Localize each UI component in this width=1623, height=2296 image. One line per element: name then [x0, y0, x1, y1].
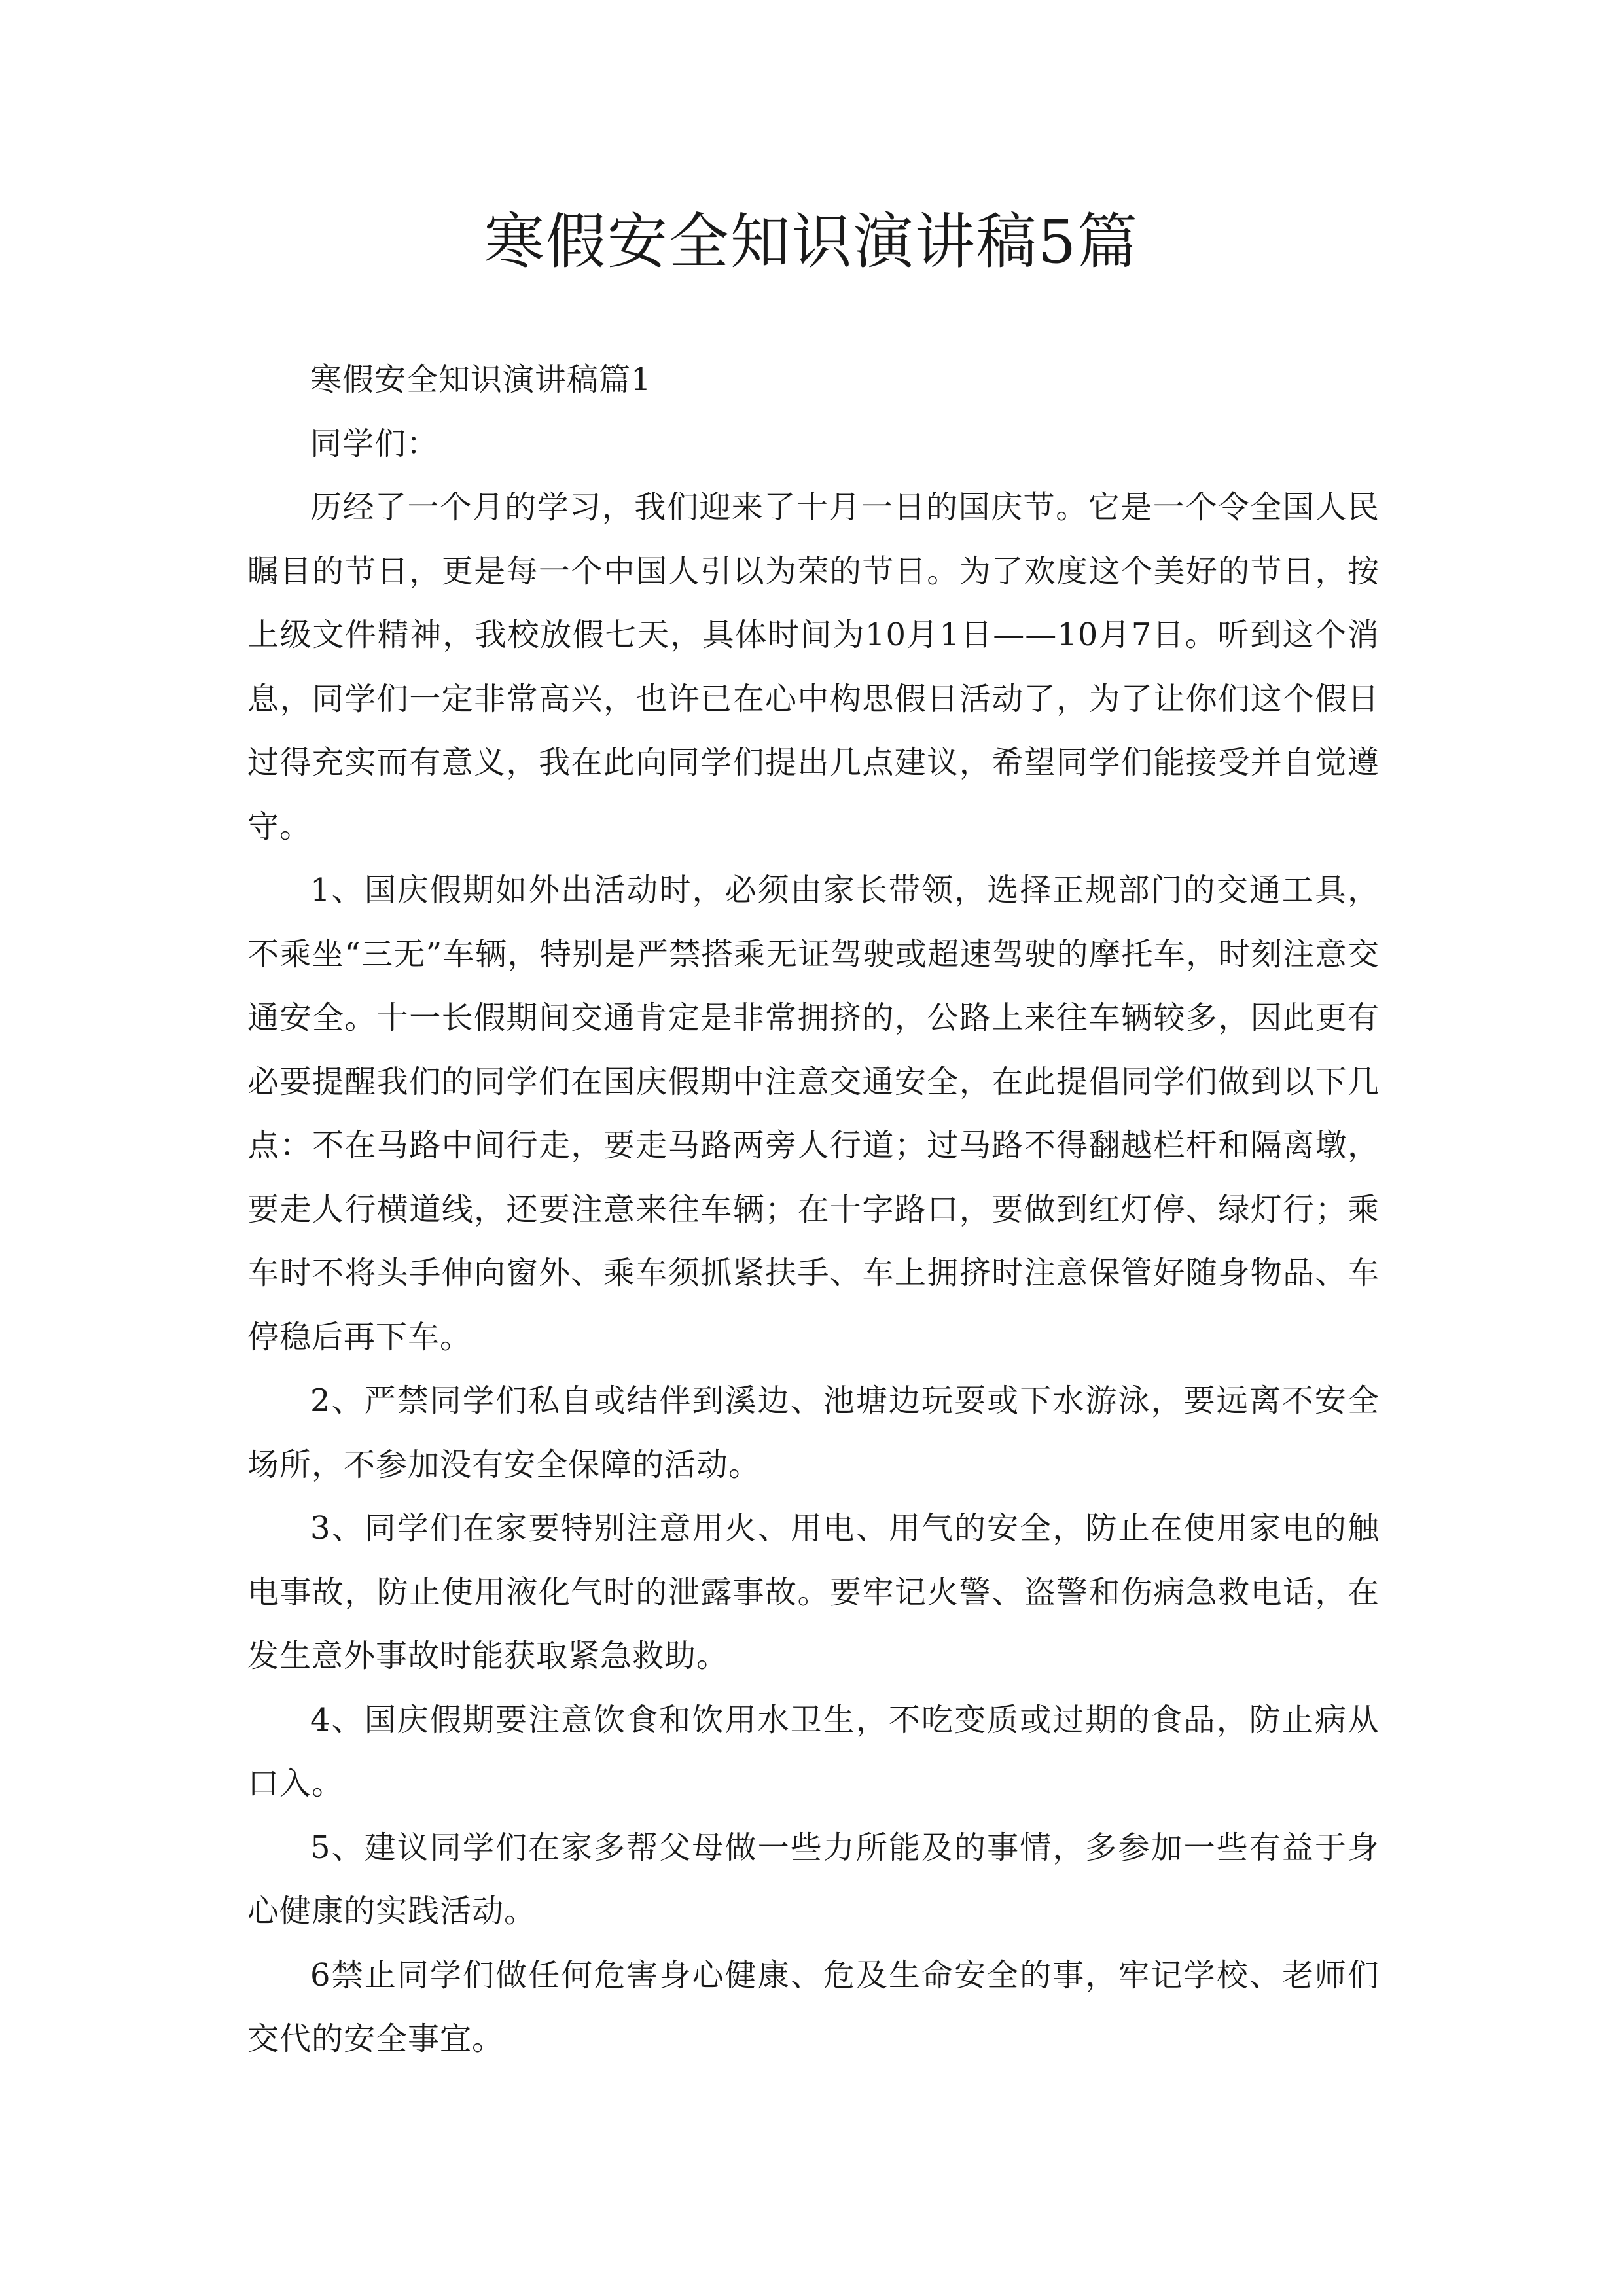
intro-paragraph: 历经了一个月的学习，我们迎来了十月一日的国庆节。它是一个令全国人民瞩目的节日，更是每一个中国人引以为荣的节日。为了欢度这个美好的节日，按上级文件精神，我校放假七天，具体时间为10月1日——10月7日。听到这个消息，同学们一定非常高兴，也许已在心中构思假日活动了，为了让你们这个假日过得充实而有意义，我在此向同学们提出几点建议，希望同学们能接受并自觉遵守。 — [247, 489, 1380, 845]
item-6-paragraph: 6禁止同学们做任何危害身心健康、危及生命安全的事，牢记学校、老师们交代的安全事宜。 — [247, 1956, 1380, 2057]
item-5-paragraph: 5、建议同学们在家多帮父母做一些力所能及的事情，多参加一些有益于身心健康的实践活动。 — [247, 1829, 1380, 1929]
salutation: 同学们： — [310, 425, 439, 462]
item-2-paragraph: 2、严禁同学们私自或结伴到溪边、池塘边玩耍或下水游泳，要远离不安全场所，不参加没有安全保障的活动。 — [247, 1382, 1380, 1483]
document-title: 寒假安全知识演讲稿5篇 — [484, 207, 1139, 277]
item-1-paragraph: 1、国庆假期如外出活动时，必须由家长带领，选择正规部门的交通工具，不乘坐“三无”车辆，特别是严禁搭乘无证驾驶或超速驾驶的摩托车，时刻注意交通安全。十一长假期间交通肯定是非常拥挤的，公路上来往车辆较多，因此更有必要提醒我们的同学们在国庆假期中注意交通安全，在此提倡同学们做到以下几点：不在马路中间行走，要走马路两旁人行道；过马路不得翻越栏杆和隔离墩，要走人行横道线，还要注意来往车辆；在十字路口，要做到红灯停、绿灯行；乘车时不将头手伸向窗外、乘车须抓紧扶手、车上拥挤时注意保管好随身物品、车停稳后再下车。 — [247, 872, 1380, 1355]
document-body — [247, 348, 1380, 2072]
item-3-paragraph: 3、同学们在家要特别注意用火、用电、用气的安全，防止在使用家电的触电事故，防止使用液化气时的泄露事故。要牢记火警、盗警和伤病急救电话，在发生意外事故时能获取紧急救助。 — [247, 1510, 1380, 1674]
item-4-paragraph: 4、国庆假期要注意饮食和饮用水卫生，不吃变质或过期的食品，防止病从口入。 — [247, 1701, 1380, 1802]
section-heading: 寒假安全知识演讲稿篇1 — [310, 361, 652, 398]
